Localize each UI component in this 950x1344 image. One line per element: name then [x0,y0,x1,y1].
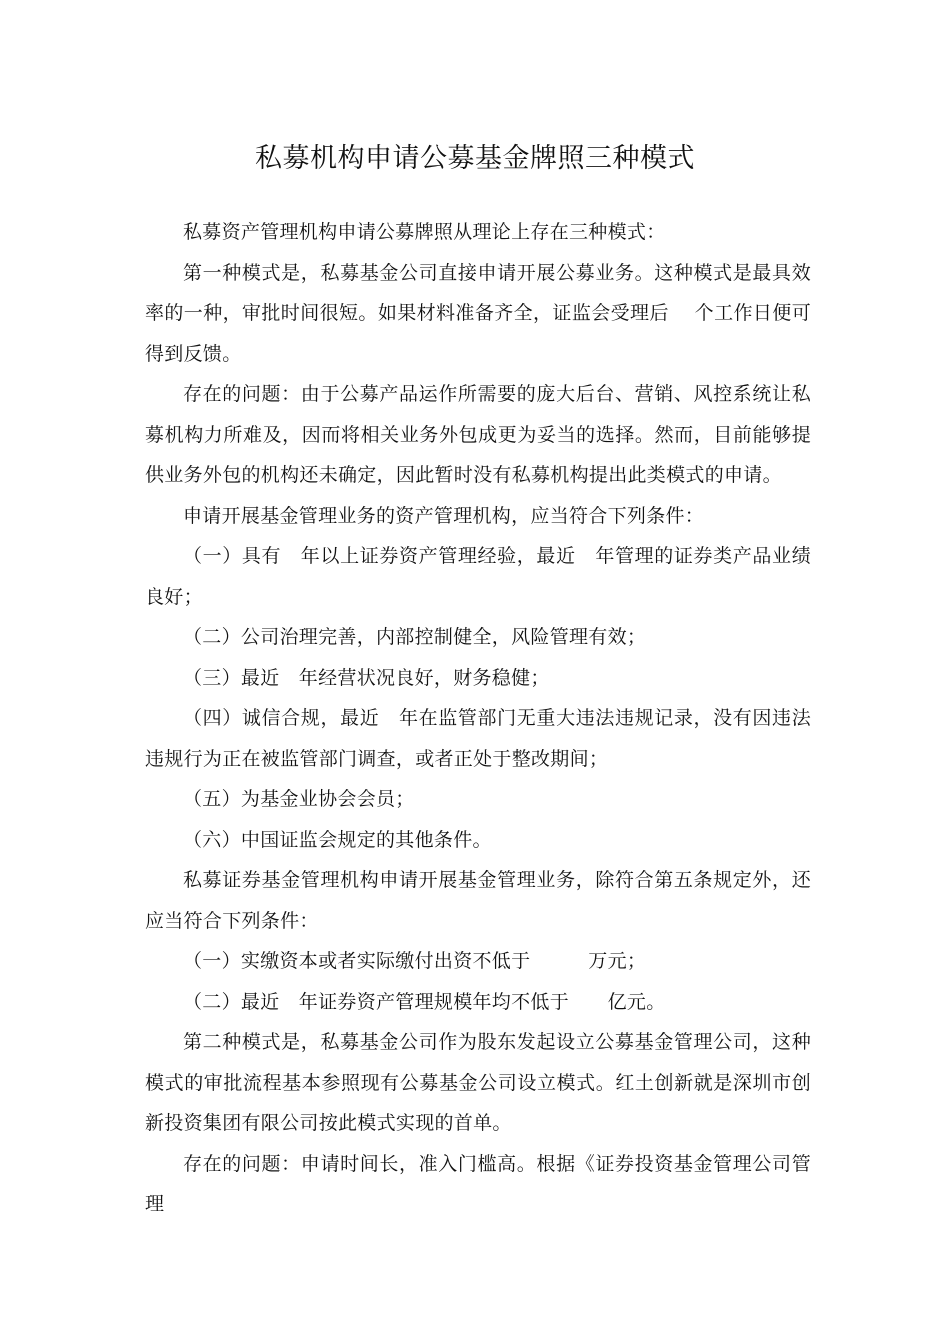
document-title: 私募机构申请公募基金牌照三种模式 [255,143,695,174]
paragraph-condition-2: （二）公司治理完善，内部控制健全，风险管理有效； [183,626,647,648]
paragraph-mode-two: 第二种模式是，私募基金公司作为股东发起设立公募基金管理公司，这种模式的审批流程基本参照现有公募基金公司设立模式。红土创新就是深圳市创新投资集团有限公司按此模式实现的首单。 [145,1031,811,1134]
paragraph-condition-5: （五）为基金业协会会员； [183,788,415,810]
paragraph-condition-1: （一）具有 年以上证券资产管理经验，最近 年管理的证券类产品业绩良好； [145,545,811,608]
paragraph-mode-two-issue: 存在的问题：申请时间长，准入门槛高。根据《证券投资基金管理公司管理 [145,1152,811,1215]
paragraph-conditions-intro: 申请开展基金管理业务的资产管理机构，应当符合下列条件： [183,504,705,527]
document-body [145,212,811,1225]
paragraph-private-condition-1: （一）实缴资本或者实际缴付出资不低于 万元； [183,950,647,972]
paragraph-intro: 私募资产管理机构申请公募牌照从理论上存在三种模式： [183,221,666,243]
paragraph-condition-6: （六）中国证监会规定的其他条件。 [183,828,492,851]
paragraph-mode-one: 第一种模式是，私募基金公司直接申请开展公募业务。这种模式是最具效率的一种，审批时间很短。如果材料准备齐全，证监会受理后 个工作日便可得到反馈。 [145,261,811,365]
paragraph-condition-4: （四）诚信合规，最近 年在监管部门无重大违法违规记录，没有因违法违规行为正在被监管部门调查，或者正处于整改期间； [145,707,811,770]
paragraph-private-condition-2: （二）最近 年证券资产管理规模年均不低于 亿元。 [183,990,666,1013]
paragraph-mode-one-issue: 存在的问题：由于公募产品运作所需要的庞大后台、营销、风控系统让私募机构力所难及，因而将相关业务外包成更为妥当的选择。然而，目前能够提供业务外包的机构还未确定，因此暂时没有私募机构提出此类模式的申请。 [145,383,811,486]
paragraph-condition-3: （三）最近 年经营状况良好，财务稳健； [183,666,550,689]
paragraph-private-conditions-intro: 私募证券基金管理机构申请开展基金管理业务，除符合第五条规定外，还应当符合下列条件： [145,869,811,932]
